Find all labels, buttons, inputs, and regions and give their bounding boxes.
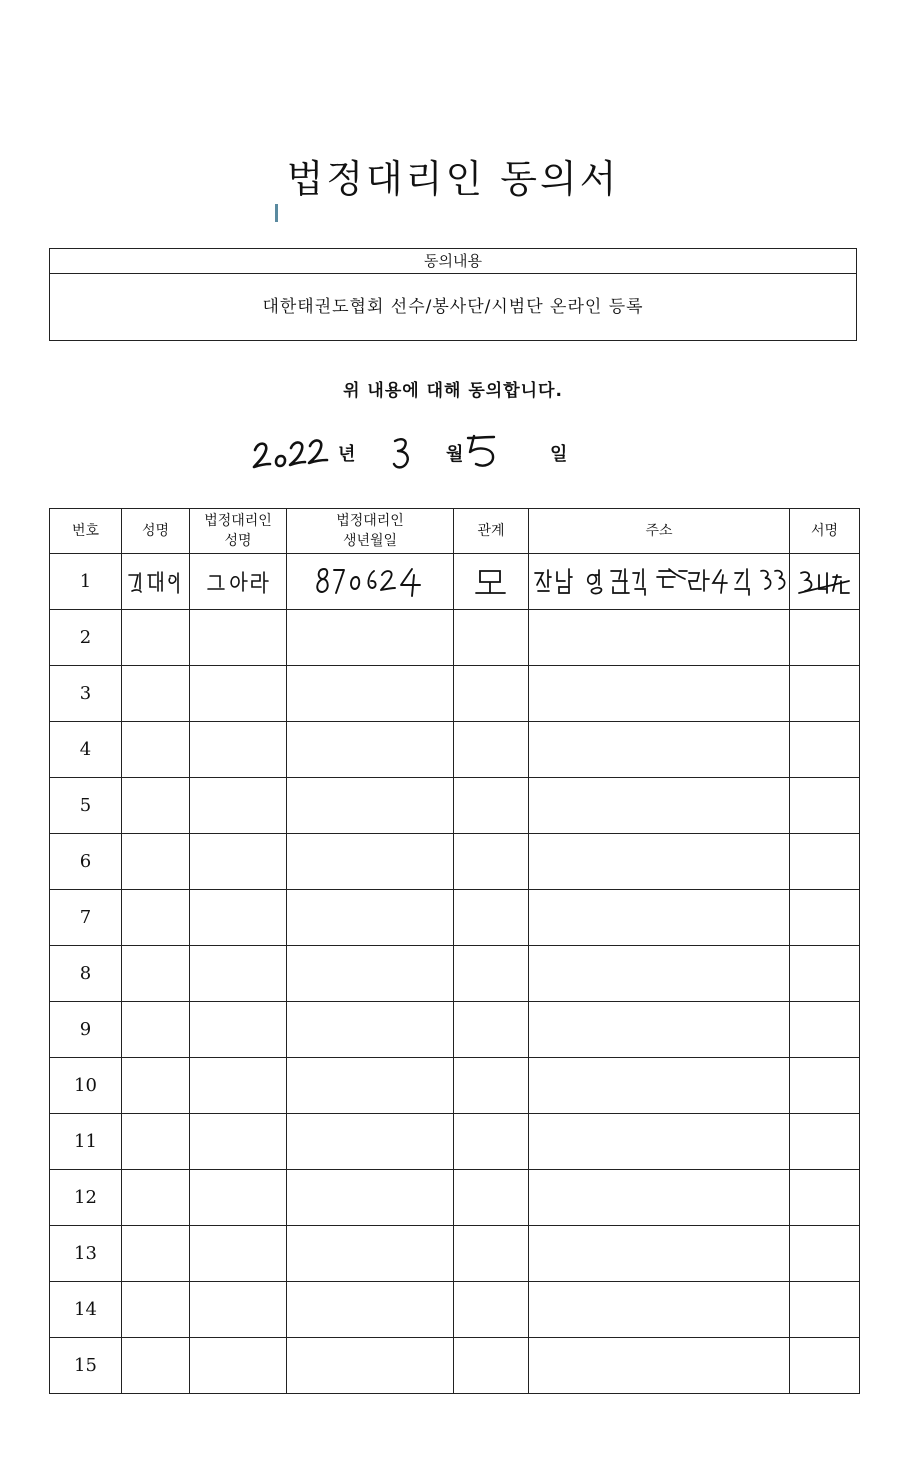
- handwriting-guardian: [206, 567, 270, 597]
- row-relation: [454, 1114, 529, 1170]
- row-guardian-name: [190, 1114, 287, 1170]
- row-number: 3: [50, 666, 122, 722]
- row-address: [529, 722, 790, 778]
- table-row: [50, 946, 860, 1002]
- row-guardian-birth: [287, 1170, 454, 1226]
- header-guardian-name: [190, 509, 287, 554]
- row-relation: [454, 610, 529, 666]
- row-guardian-birth: [287, 1338, 454, 1394]
- row-name: [122, 610, 190, 666]
- day-label: 일: [550, 444, 568, 465]
- row-relation: [454, 554, 529, 610]
- header-relation: 관계: [454, 509, 529, 554]
- row-guardian-birth: [287, 1058, 454, 1114]
- row-name: [122, 778, 190, 834]
- row-relation: [454, 1058, 529, 1114]
- row-number: 4: [50, 722, 122, 778]
- table-row: [50, 722, 860, 778]
- row-name: [122, 1058, 190, 1114]
- row-signature: [790, 1002, 860, 1058]
- row-signature: [790, 722, 860, 778]
- row-signature: [790, 946, 860, 1002]
- row-address: [529, 554, 790, 610]
- row-address: [529, 1170, 790, 1226]
- row-address: [529, 1226, 790, 1282]
- row-guardian-name: [190, 1338, 287, 1394]
- row-address: [529, 1282, 790, 1338]
- row-signature: [790, 1338, 860, 1394]
- row-number: 12: [50, 1170, 122, 1226]
- row-number: 13: [50, 1226, 122, 1282]
- consent-body: 대한태권도협회 선수/봉사단/시범단 온라인 등록: [262, 297, 644, 317]
- table-row: [50, 1226, 860, 1282]
- table-row: [50, 554, 860, 610]
- row-signature: [790, 554, 860, 610]
- row-relation: [454, 1282, 529, 1338]
- row-guardian-name: [190, 834, 287, 890]
- row-name: [122, 1226, 190, 1282]
- header-address: 주소: [529, 509, 790, 554]
- row-name: [122, 1114, 190, 1170]
- row-guardian-name: [190, 1002, 287, 1058]
- row-signature: [790, 1114, 860, 1170]
- row-signature: [790, 1282, 860, 1338]
- row-number: 1: [50, 554, 122, 610]
- table-row: [50, 890, 860, 946]
- row-signature: [790, 666, 860, 722]
- header-guardian-name-line1: 법정대리인: [204, 513, 272, 529]
- month-label: 월: [446, 444, 464, 465]
- row-number: 8: [50, 946, 122, 1002]
- handwritten-year: [252, 436, 332, 472]
- row-relation: [454, 1170, 529, 1226]
- row-name: [122, 1338, 190, 1394]
- row-name: [122, 554, 190, 610]
- row-number: 7: [50, 890, 122, 946]
- handwriting-address: [529, 565, 790, 599]
- table-row: [50, 1170, 860, 1226]
- row-guardian-birth: [287, 1226, 454, 1282]
- row-relation: [454, 722, 529, 778]
- year-label: 년: [338, 444, 356, 465]
- table-row: [50, 1114, 860, 1170]
- row-signature: [790, 1226, 860, 1282]
- row-guardian-birth: [287, 946, 454, 1002]
- row-address: [529, 610, 790, 666]
- row-guardian-birth: [287, 834, 454, 890]
- handwritten-day: [466, 434, 500, 470]
- row-guardian-name: [190, 778, 287, 834]
- row-relation: [454, 1226, 529, 1282]
- handwriting-name: [126, 567, 186, 597]
- row-guardian-birth: [287, 610, 454, 666]
- row-number: 2: [50, 610, 122, 666]
- table-row: [50, 666, 860, 722]
- row-name: [122, 1282, 190, 1338]
- row-address: [529, 1338, 790, 1394]
- table-row: [50, 834, 860, 890]
- consent-box: [49, 248, 857, 341]
- handwriting-birth: [314, 565, 426, 599]
- row-name: [122, 890, 190, 946]
- header-guardian-name-line2: 성명: [224, 533, 252, 549]
- row-guardian-name: [190, 1058, 287, 1114]
- document-title: 법정대리인 동의서: [286, 157, 620, 201]
- row-guardian-name: [190, 1282, 287, 1338]
- row-relation: [454, 1002, 529, 1058]
- row-address: [529, 946, 790, 1002]
- row-number: 9: [50, 1002, 122, 1058]
- row-address: [529, 834, 790, 890]
- row-guardian-name: [190, 1226, 287, 1282]
- row-name: [122, 722, 190, 778]
- row-guardian-birth: [287, 554, 454, 610]
- row-name: [122, 666, 190, 722]
- row-name: [122, 1170, 190, 1226]
- header-number: 번호: [50, 509, 122, 554]
- row-relation: [454, 778, 529, 834]
- row-signature: [790, 834, 860, 890]
- row-relation: [454, 834, 529, 890]
- row-guardian-birth: [287, 1282, 454, 1338]
- row-guardian-birth: [287, 722, 454, 778]
- consent-header: 동의내용: [50, 249, 856, 274]
- table-header-row: [50, 509, 860, 554]
- table-row: [50, 1002, 860, 1058]
- row-address: [529, 890, 790, 946]
- row-relation: [454, 666, 529, 722]
- row-address: [529, 1114, 790, 1170]
- row-signature: [790, 890, 860, 946]
- row-name: [122, 834, 190, 890]
- header-guardian-birth-line1: 법정대리인: [336, 513, 404, 529]
- date-row: [0, 430, 906, 480]
- row-guardian-name: [190, 722, 287, 778]
- row-name: [122, 1002, 190, 1058]
- table-row: [50, 1338, 860, 1394]
- table-row: [50, 1058, 860, 1114]
- row-number: 14: [50, 1282, 122, 1338]
- row-number: 5: [50, 778, 122, 834]
- table-row: [50, 778, 860, 834]
- row-guardian-birth: [287, 890, 454, 946]
- row-address: [529, 1058, 790, 1114]
- row-guardian-birth: [287, 1002, 454, 1058]
- row-relation: [454, 946, 529, 1002]
- header-signature: 서명: [790, 509, 860, 554]
- header-guardian-birth-line2: 생년월일: [342, 533, 398, 549]
- row-signature: [790, 610, 860, 666]
- row-signature: [790, 1170, 860, 1226]
- row-signature: [790, 778, 860, 834]
- row-guardian-name: [190, 1170, 287, 1226]
- row-number: 10: [50, 1058, 122, 1114]
- row-number: 6: [50, 834, 122, 890]
- row-guardian-name: [190, 610, 287, 666]
- handwriting-relation: [474, 566, 508, 598]
- table-row: [50, 1282, 860, 1338]
- row-guardian-birth: [287, 1114, 454, 1170]
- row-guardian-birth: [287, 666, 454, 722]
- row-guardian-name: [190, 554, 287, 610]
- row-signature: [790, 1058, 860, 1114]
- row-number: 15: [50, 1338, 122, 1394]
- row-guardian-name: [190, 890, 287, 946]
- header-name: 성명: [122, 509, 190, 554]
- row-address: [529, 666, 790, 722]
- row-guardian-name: [190, 666, 287, 722]
- row-guardian-birth: [287, 778, 454, 834]
- handwriting-signature: [797, 567, 853, 597]
- row-name: [122, 946, 190, 1002]
- guardian-roster-table: [49, 508, 860, 1394]
- agreement-statement: 위 내용에 대해 동의합니다.: [343, 381, 563, 401]
- row-address: [529, 778, 790, 834]
- handwritten-month: [392, 436, 412, 470]
- row-relation: [454, 1338, 529, 1394]
- row-number: 11: [50, 1114, 122, 1170]
- header-guardian-birth: [287, 509, 454, 554]
- row-guardian-name: [190, 946, 287, 1002]
- table-row: [50, 610, 860, 666]
- row-relation: [454, 890, 529, 946]
- text-cursor-mark: [275, 204, 278, 222]
- row-address: [529, 1002, 790, 1058]
